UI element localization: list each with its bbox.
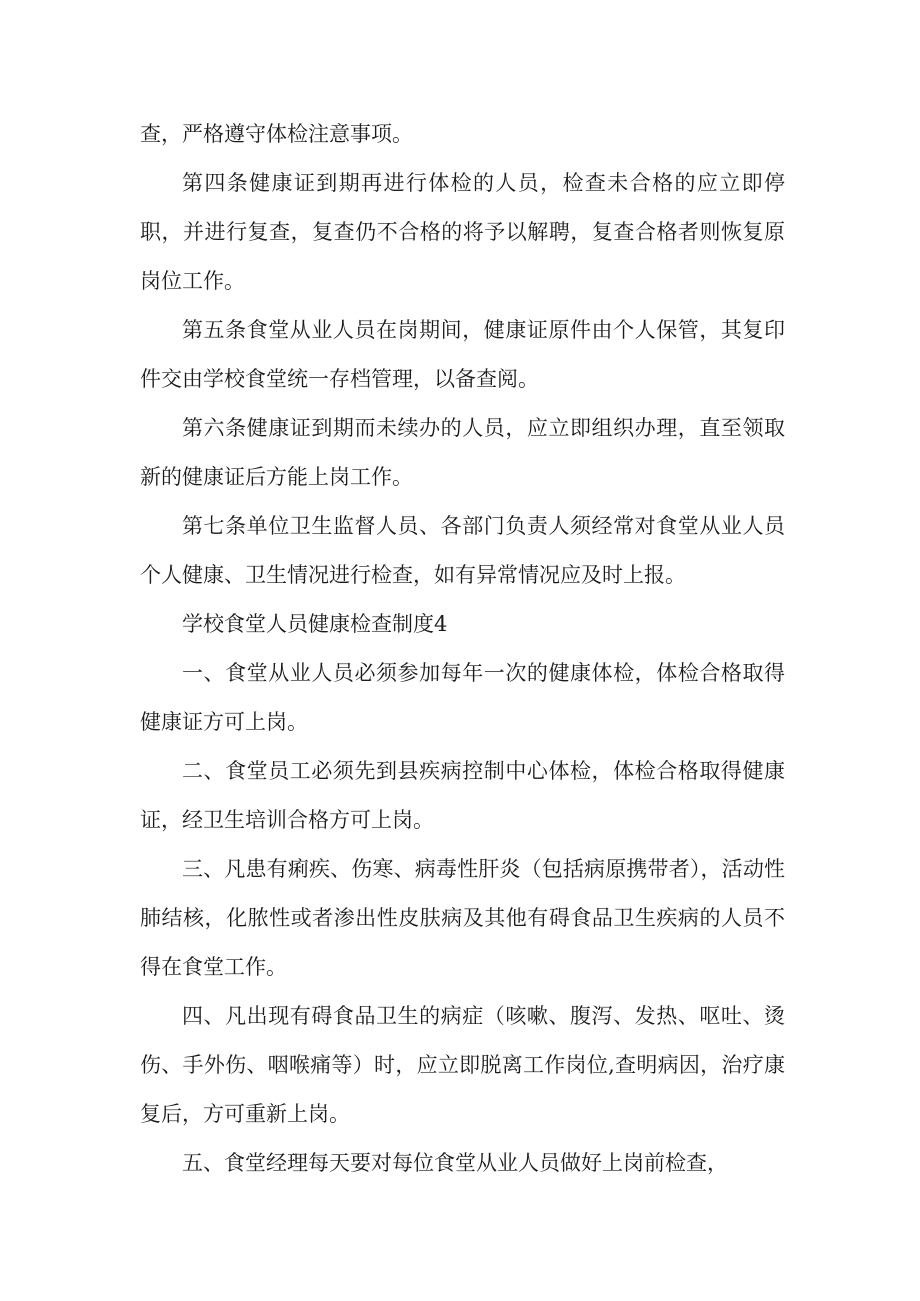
paragraph-item-2: 二、食堂员工必须先到县疾病控制中心体检，体检合格取得健康证，经卫生培训合格方可上岗。 [140,759,785,832]
paragraph-item-1: 一、食堂从业人员必须参加每年一次的健康体检，体检合格取得健康证方可上岗。 [140,661,785,734]
section-heading: 学校食堂人员健康检查制度4 [182,612,448,636]
paragraph-article-6: 第六条健康证到期而未续办的人员，应立即组织办理，直至领取新的健康证后方能上岗工作。 [140,416,785,489]
document-body [140,110,785,1188]
paragraph-article-4: 第四条健康证到期再进行体检的人员，检查未合格的应立即停职，并进行复查，复查仍不合格的将予以解聘，复查合格者则恢复原岗位工作。 [140,171,785,293]
paragraph-item-4: 四、凡出现有碍食品卫生的病症（咳嗽、腹泻、发热、呕吐、烫伤、手外伤、咽喉痛等）时，应立即脱离工作岗位,查明病因，治疗康复后，方可重新上岗。 [140,1004,785,1126]
paragraph-continuation: 查，严格遵守体检注意事项。 [140,122,413,146]
paragraph-article-7: 第七条单位卫生监督人员、各部门负责人须经常对食堂从业人员个人健康、卫生情况进行检查，如有异常情况应及时上报。 [140,514,785,587]
paragraph-item-3: 三、凡患有痢疾、伤寒、病毒性肝炎（包括病原携带者），活动性肺结核，化脓性或者渗出性皮肤病及其他有碍食品卫生疾病的人员不得在食堂工作。 [140,857,785,979]
paragraph-article-5: 第五条食堂从业人员在岗期间，健康证原件由个人保管，其复印件交由学校食堂统一存档管理，以备查阅。 [140,318,785,391]
paragraph-item-5: 五、食堂经理每天要对每位食堂从业人员做好上岗前检查， [182,1151,728,1175]
